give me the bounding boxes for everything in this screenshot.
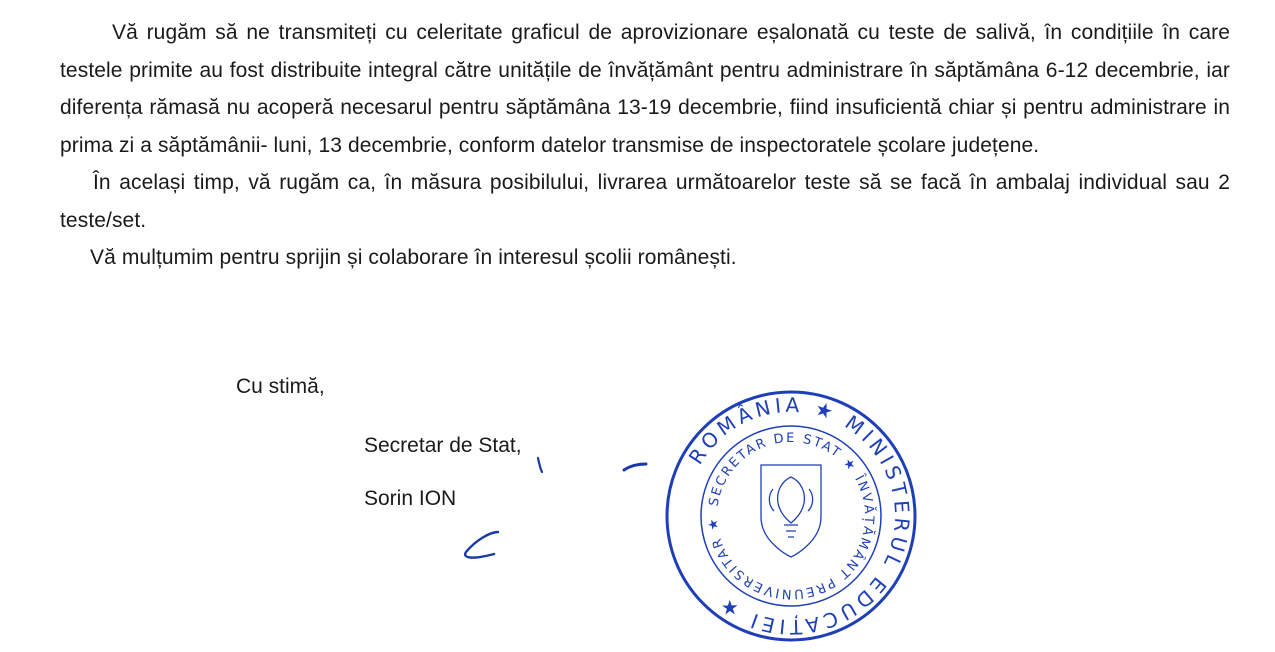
stamp-inner-text: SECRETAR DE STAT ★ ÎNVĂȚĂMÂNT PREUNIVERSITAR ★ [705, 430, 877, 602]
paragraph-request-schedule: Vă rugăm să ne transmiteți cu celeritate graficul de aprovizionare eșalonată cu teste de salivă, în condițiile în care testele primite au fost distribuite integral către unitățile de învățământ pentru administrare în săptămâna 6-12 decembrie, iar diferența rămasă nu acoperă necesarul pentru săptămâna 13-19 decembrie, fiind insuficientă chiar și pentru administrare in prima zi a săptămânii- luni, 13 decembrie, conform datelor transmise de inspectoratele școlare județene. [60, 21, 1230, 157]
closing-salutation: Cu stimă, [236, 375, 325, 398]
stamp-outer-text: ROMÂNIA ★ MINISTERUL EDUCAȚIEI ★ [683, 392, 915, 640]
letter-body [60, 14, 1230, 277]
stamp-inner-ring [701, 426, 881, 606]
signature-dash-stroke [624, 464, 646, 470]
paragraph-thanks: Vă mulțumim pentru sprijin și colaborare în interesul școlii românești. [90, 246, 737, 269]
paragraph-packaging-request: În același timp, vă rugăm ca, în măsura posibilului, livrarea următoarelor teste să se facă în ambalaj individual sau 2 teste/set. [60, 171, 1230, 232]
handwritten-signature [452, 448, 692, 578]
signatory-name: Sorin ION [364, 487, 457, 510]
signature-c-stroke [465, 532, 498, 558]
coat-of-arms-icon [761, 465, 821, 557]
official-stamp [660, 385, 922, 647]
signature-tick-stroke [538, 458, 542, 472]
signatory-title: Secretar de Stat, [364, 434, 522, 457]
